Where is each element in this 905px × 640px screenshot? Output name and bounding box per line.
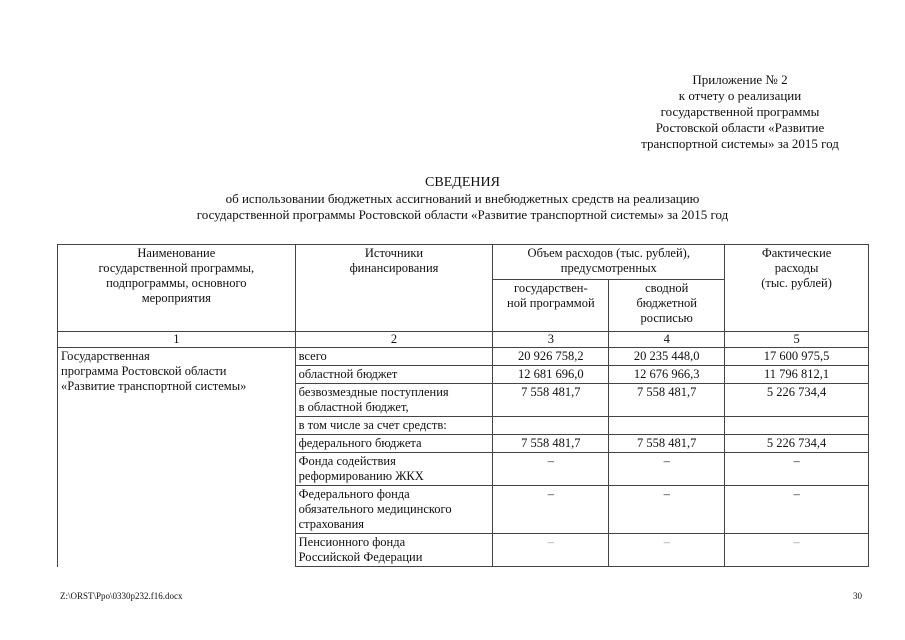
value-cell: –	[725, 486, 869, 534]
appendix-line: Приложение № 2	[692, 72, 788, 87]
header-row	[58, 245, 869, 280]
source-text: Пенсионного фонда	[298, 535, 406, 549]
header-text: бюджетной	[636, 296, 697, 311]
appendix-block	[600, 72, 880, 152]
header-text: росписью	[640, 311, 693, 326]
header-state-program	[493, 280, 609, 332]
header-budget-list	[609, 280, 725, 332]
header-text: мероприятия	[141, 291, 211, 305]
value-cell: –	[725, 534, 869, 567]
header-text: сводной	[645, 281, 689, 296]
header-text: расходы	[774, 261, 819, 275]
value-cell: –	[493, 453, 609, 486]
value-cell: 7 558 481,7	[609, 435, 725, 453]
budget-table	[57, 244, 869, 567]
value-cell: 7 558 481,7	[609, 384, 725, 417]
header-text: Источники	[364, 246, 424, 260]
document-subtitle-line-1: об использовании бюджетных ассигнований и внебюджетных средств на реализацию	[225, 191, 700, 206]
appendix-line: к отчету о реализации	[678, 88, 802, 103]
source-text: Фонда содействия	[298, 454, 396, 468]
program-name-text: Государственная	[61, 349, 150, 363]
value-cell: –	[725, 453, 869, 486]
header-program-name	[58, 245, 296, 332]
header-text: подпрограммы, основного	[106, 276, 247, 290]
column-number-row	[58, 332, 869, 348]
value-cell: 20 926 758,2	[493, 348, 609, 366]
source-text: безвозмездные поступления	[298, 385, 449, 399]
value-cell	[609, 417, 725, 435]
value-cell: 7 558 481,7	[493, 435, 609, 453]
value-cell: 12 676 966,3	[609, 366, 725, 384]
value-cell: –	[493, 534, 609, 567]
source-text: федерального бюджета	[298, 436, 422, 450]
header-text: Наименование	[137, 246, 216, 260]
source-cell	[295, 534, 493, 567]
column-number: 3	[493, 332, 609, 348]
column-number: 2	[295, 332, 493, 348]
value-cell: 11 796 812,1	[725, 366, 869, 384]
source-text: обязательного медицинского	[298, 502, 452, 516]
source-cell	[295, 366, 493, 384]
footer-page-number: 30	[853, 591, 862, 601]
source-cell	[295, 417, 493, 435]
value-cell: 7 558 481,7	[493, 384, 609, 417]
header-text: Фактические	[761, 246, 832, 260]
value-cell	[725, 417, 869, 435]
source-text: в том числе за счет средств:	[298, 418, 447, 432]
header-text: государственной программы,	[98, 261, 255, 275]
header-text: государствен-	[514, 281, 588, 296]
value-cell	[493, 417, 609, 435]
header-text: Объем расходов (тыс. рублей),	[527, 246, 690, 260]
source-text: Российской Федерации	[298, 550, 423, 564]
source-cell	[295, 486, 493, 534]
source-cell	[295, 453, 493, 486]
header-sources	[295, 245, 493, 332]
table-row	[58, 348, 869, 366]
source-text: областной бюджет	[298, 367, 398, 381]
source-cell	[295, 435, 493, 453]
appendix-line: Ростовской области «Развитие	[655, 120, 825, 135]
source-text: всего	[298, 349, 327, 363]
value-cell: 12 681 696,0	[493, 366, 609, 384]
footer-file-path: Z:\ORST\Ppo\0330p232.f16.docx	[60, 591, 183, 601]
source-cell	[295, 348, 493, 366]
header-text: ной программой	[507, 296, 595, 311]
document-heading	[60, 175, 865, 223]
header-text: предусмотренных	[560, 261, 657, 275]
value-cell: –	[609, 534, 725, 567]
value-cell: 20 235 448,0	[609, 348, 725, 366]
source-text: реформированию ЖКХ	[298, 469, 424, 483]
column-number: 1	[58, 332, 296, 348]
program-name-text: программа Ростовской области	[61, 364, 227, 378]
header-planned-expenses	[493, 245, 725, 280]
column-number: 5	[725, 332, 869, 348]
value-cell: –	[493, 486, 609, 534]
source-cell	[295, 384, 493, 417]
source-text: в областной бюджет,	[298, 400, 409, 414]
document-title: СВЕДЕНИЯ	[425, 175, 500, 190]
header-actual-expenses	[725, 245, 869, 332]
program-name-cell	[58, 348, 296, 567]
document-subtitle-line-2: государственной программы Ростовской области «Развитие транспортной системы» за 2015 год	[196, 207, 729, 222]
program-name-text: «Развитие транспортной системы»	[61, 379, 247, 393]
column-number: 4	[609, 332, 725, 348]
appendix-line: государственной программы	[660, 104, 820, 119]
header-text: (тыс. рублей)	[761, 276, 832, 290]
value-cell: 17 600 975,5	[725, 348, 869, 366]
value-cell: –	[609, 486, 725, 534]
appendix-line: транспортной системы» за 2015 год	[641, 136, 839, 151]
value-cell: –	[609, 453, 725, 486]
value-cell: 5 226 734,4	[725, 435, 869, 453]
source-text: страхования	[298, 517, 365, 531]
header-text: финансирования	[349, 261, 439, 275]
source-text: Федерального фонда	[298, 487, 410, 501]
value-cell: 5 226 734,4	[725, 384, 869, 417]
